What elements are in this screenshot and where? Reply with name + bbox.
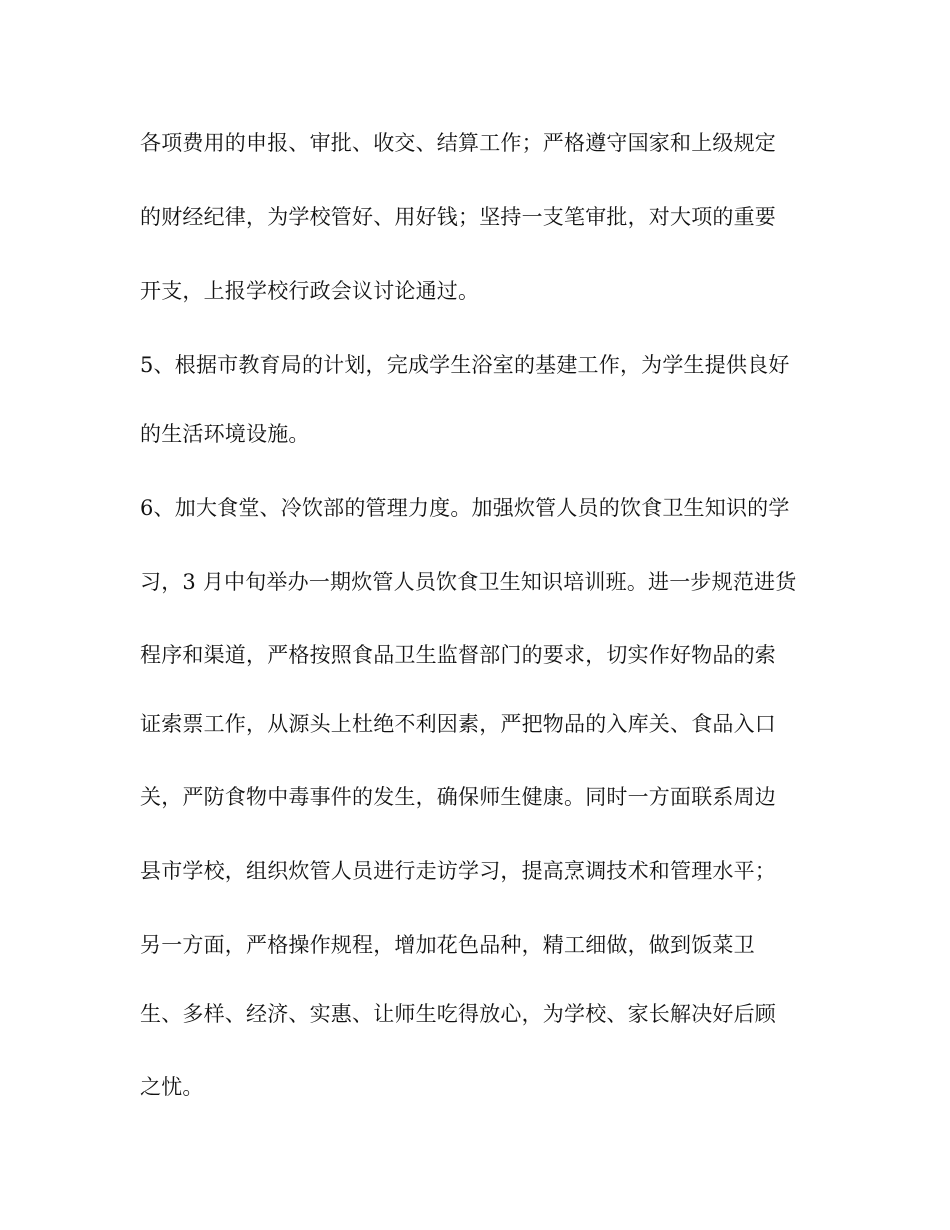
paragraph-line: 6、加大食堂、冷饮部的管理力度。加强炊管人员的饮食卫生知识的学 [140, 496, 790, 520]
paragraph-line: 之忧。 [140, 1075, 204, 1099]
paragraph-line: 关，严防食物中毒事件的发生，确保师生健康。同时一方面联系周边 [140, 785, 776, 809]
paragraph-line: 5、根据市教育局的计划，完成学生浴室的基建工作，为学生提供良好 [140, 353, 790, 377]
paragraph-line: 的生活环境设施。 [140, 422, 310, 446]
paragraph-line: 生、多样、经济、实惠、让师生吃得放心，为学校、家长解决好后顾 [140, 1002, 776, 1026]
paragraph-line: 各项费用的申报、审批、收交、结算工作；严格遵守国家和上级规定 [140, 131, 776, 155]
paragraph-line: 的财经纪律，为学校管好、用好钱；坚持一支笔审批，对大项的重要 [140, 205, 776, 229]
paragraph-line: 程序和渠道，严格按照食品卫生监督部门的要求，切实作好物品的索 [140, 643, 776, 667]
paragraph-line: 另一方面，严格操作规程，增加花色品种，精工细做，做到饭菜卫 [140, 933, 755, 957]
paragraph-line: 县市学校，组织炊管人员进行走访学习，提高烹调技术和管理水平； [140, 859, 776, 883]
paragraph-line: 证索票工作，从源头上杜绝不利因素，严把物品的入库关、食品入口 [140, 712, 776, 736]
paragraph-line: 习，3 月中旬举办一期炊管人员饮食卫生知识培训班。进一步规范进货 [140, 570, 797, 594]
paragraph-line: 开支，上报学校行政会议讨论通过。 [140, 279, 480, 303]
